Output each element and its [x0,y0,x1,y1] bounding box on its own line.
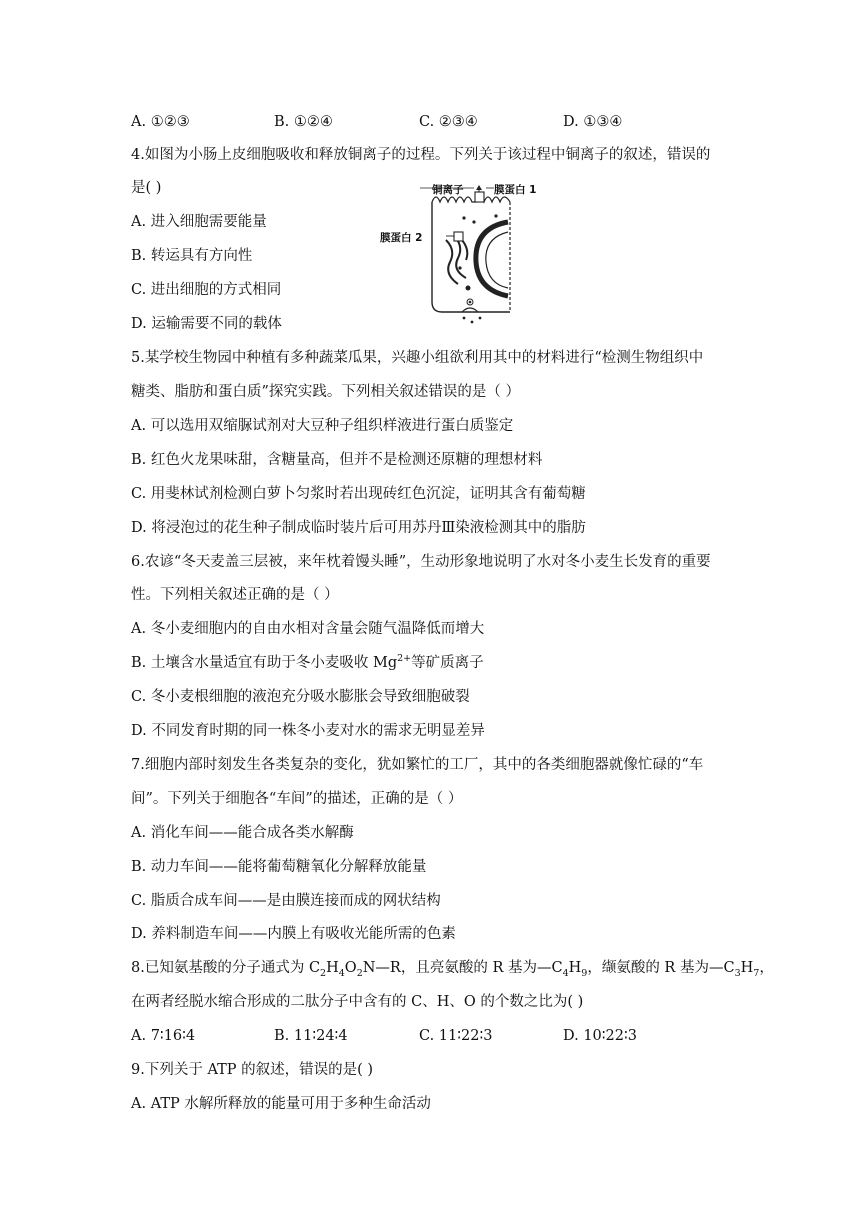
q8-option-c: C. 11∶22∶3 [419,1028,493,1044]
q8-option-a: A. 7∶16∶4 [131,1028,196,1044]
q3-option-a: A. ①②③ [131,114,190,130]
q8-options [0,1026,860,1046]
q8-sub-1: 2 [320,967,327,979]
q8-text-b: H [326,960,339,976]
q8-text-f: ，缬氨酸的 R 基为—C [587,960,735,976]
label-membrane-protein-1: 膜蛋白 1 [494,184,537,196]
q4-stem-line1: 4.如图为小肠上皮细胞吸收和释放铜离子的过程。下列关于该过程中铜离子的叙述，错误的 [131,147,711,163]
q7-option-d: D. 养料制造车间——内膜上有吸收光能所需的色素 [131,926,456,942]
q8-option-d: D. 10∶22∶3 [563,1028,638,1044]
q8-sub-5: 9 [581,967,588,979]
label-membrane-protein-2: 膜蛋白 2 [380,232,423,244]
q6-option-b-tail: 等矿质离子 [411,655,484,671]
q6-option-b [131,653,484,673]
q3-option-b: B. ①②④ [274,114,333,130]
q8-text-c: O [344,960,357,976]
q8-text-e: H [568,960,582,976]
q7-option-a: A. 消化车间——能合成各类水解酶 [131,825,354,841]
q6-stem-line1: 6.农谚“冬天麦盖三层被，来年枕着馒头睡”，生动形象地说明了水对冬小麦生长发育的重要 [131,554,711,570]
q7-stem-line2: 间”。下列关于细胞各“车间”的描述，正确的是（ ） [131,791,463,807]
q4-option-c: C. 进出细胞的方式相同 [131,282,282,298]
q9-option-a: A. ATP 水解所释放的能量可用于多种生命活动 [131,1096,431,1112]
q6-option-b-charge: 2+ [397,653,412,665]
q8-sub-3: 2 [356,967,363,979]
label-copper-ion: 铜离子 [432,184,464,196]
q5-stem-line1: 5.某学校生物园中种植有多种蔬菜瓜果，兴趣小组欲利用其中的材料进行“检测生物组织中 [131,350,704,366]
q7-option-c: C. 脂质合成车间——是由膜连接而成的网状结构 [131,893,441,909]
q3-options [0,112,860,132]
q8-sub-4: 4 [562,967,569,979]
q6-option-d: D. 不同发育时期的同一株冬小麦对水的需求无明显差异 [131,723,485,739]
q3-option-d: D. ①③④ [563,114,623,130]
q8-text-a: 8.已知氨基酸的分子通式为 C [131,960,321,976]
q4-option-a: A. 进入细胞需要能量 [131,214,267,230]
q4-option-b: B. 转运具有方向性 [131,248,253,264]
q5-option-c: C. 用斐林试剂检测白萝卜匀浆时若出现砖红色沉淀，证明其含有葡萄糖 [131,486,586,502]
q8-sub-6: 3 [734,967,741,979]
q6-option-b-text: B. 土壤含水量适宜有助于冬小麦吸收 Mg [131,655,398,671]
intestinal-cell-diagram [376,180,556,326]
q7-option-b: B. 动力车间——能将葡萄糖氧化分解释放能量 [131,859,427,875]
q6-stem-line2: 性。下列相关叙述正确的是（ ） [131,587,339,603]
q8-sub-2: 4 [338,967,345,979]
q5-option-d: D. 将浸泡过的花生种子制成临时装片后可用苏丹Ⅲ染液检测其中的脂肪 [131,520,586,536]
q5-stem-line2: 糖类、脂肪和蛋白质”探究实践。下列相关叙述错误的是（ ） [131,384,521,400]
q8-stem-line1 [131,958,774,978]
q4-stem-line2: 是( ) [131,180,162,196]
q5-option-b: B. 红色火龙果味甜，含糖量高，但并不是检测还原糖的理想材料 [131,452,543,468]
q7-stem-line1: 7.细胞内部时刻发生各类复杂的变化，犹如繁忙的工厂，其中的各类细胞器就像忙碌的“车 [131,757,704,773]
q6-option-c: C. 冬小麦根细胞的液泡充分吸水膨胀会导致细胞破裂 [131,689,470,705]
q4-option-d: D. 运输需要不同的载体 [131,316,282,332]
q6-option-a: A. 冬小麦细胞内的自由水相对含量会随气温降低而增大 [131,621,485,637]
q8-option-b: B. 11∶24∶4 [274,1028,348,1044]
q3-option-c: C. ②③④ [419,114,478,130]
q8-text-d: N—R，且亮氨酸的 R 基为—C [362,960,563,976]
q8-text-h: ， [759,960,774,976]
q8-text-g: H [740,960,754,976]
q9-stem-line1: 9.下列关于 ATP 的叙述，错误的是( ) [131,1062,374,1078]
q5-option-a: A. 可以选用双缩脲试剂对大豆种子组织样液进行蛋白质鉴定 [131,418,514,434]
q8-stem-line2: 在两者经脱水缩合形成的二肽分子中含有的 C、H、O 的个数之比为( ) [131,994,584,1010]
q8-sub-7: 7 [753,967,760,979]
